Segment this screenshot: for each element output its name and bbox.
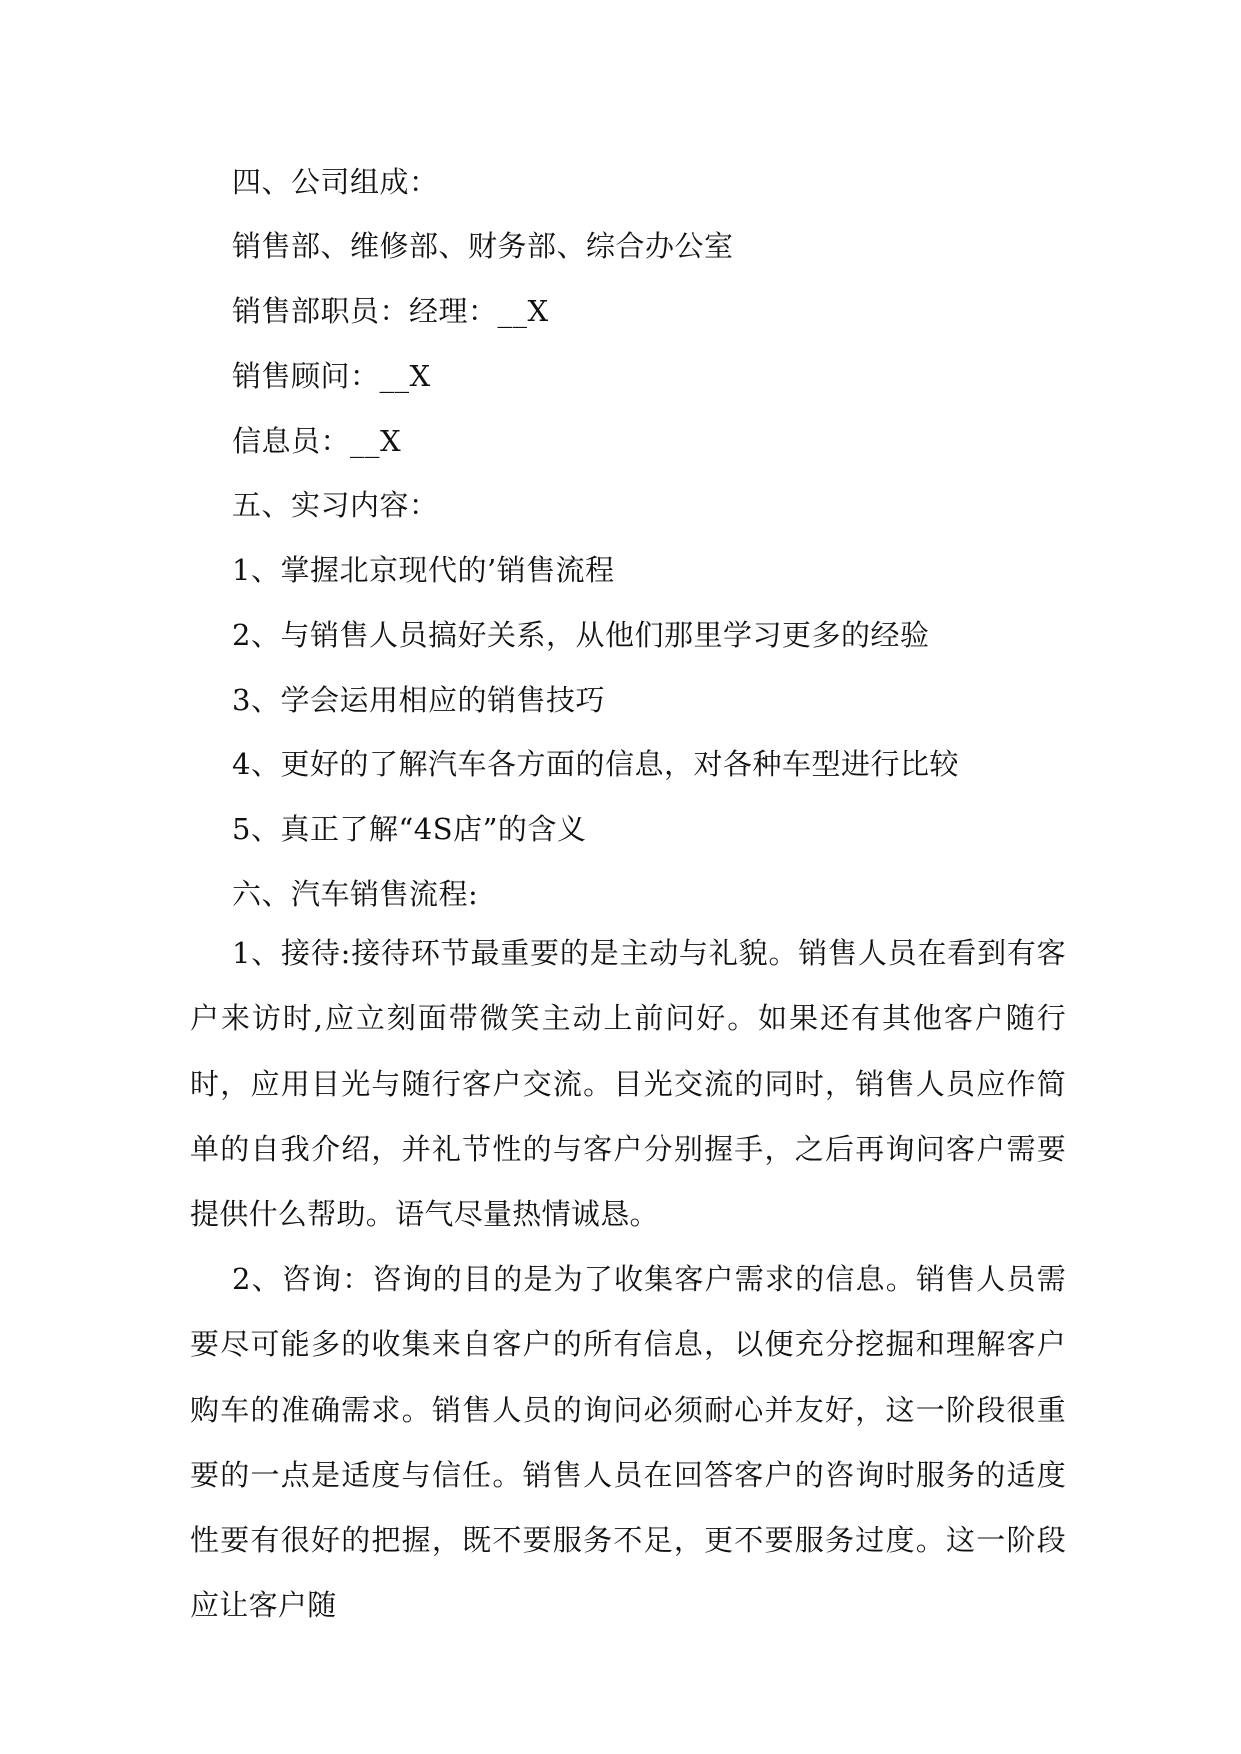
list-item-3: 3、学会运用相应的销售技巧: [232, 683, 605, 717]
list-item-5: 5、真正了解“4S店”的含义: [232, 812, 587, 846]
paragraph-consultation: 2、咨询：咨询的目的是为了收集客户需求的信息。销售人员需要尽可能多的收集来自客户的所有信息，以便充分挖掘和理解客户购车的准确需求。销售人员的询问必须耐心并友好，这一阶段很重要的一点是适度与信任。销售人员在回答客户的咨询时服务的适度性要有很好的把握，既不要服务不足，更不要服务过度。这一阶段应让客户随: [190, 1262, 1066, 1623]
paragraph-reception: 1、接待:接待环节最重要的是主动与礼貌。销售人员在看到有客户来访时,应立刻面带微笑主动上前问好。如果还有其他客户随行时，应用目光与随行客户交流。目光交流的同时，销售人员应作简单的自我介绍，并礼节性的与客户分别握手，之后再询问客户需要提供什么帮助。语气尽量热情诚恳。: [190, 936, 1066, 1232]
section-heading-sales-process: 六、汽车销售流程:: [232, 877, 479, 911]
text-line-information-officer: 信息员：__X: [232, 424, 402, 458]
section-heading-internship-content: 五、实习内容：: [232, 488, 439, 522]
list-item-1: 1、掌握北京现代的’销售流程: [232, 553, 615, 587]
section-heading-company-composition: 四、公司组成：: [232, 165, 439, 199]
text-line-departments: 销售部、维修部、财务部、综合办公室: [232, 229, 734, 263]
list-item-4: 4、更好的了解汽车各方面的信息，对各种车型进行比较: [232, 747, 959, 781]
list-item-2: 2、与销售人员搞好关系，从他们那里学习更多的经验: [232, 618, 930, 652]
text-line-sales-manager: 销售部职员：经理：__X: [232, 294, 549, 328]
text-line-sales-consultant: 销售顾问：__X: [232, 359, 431, 393]
